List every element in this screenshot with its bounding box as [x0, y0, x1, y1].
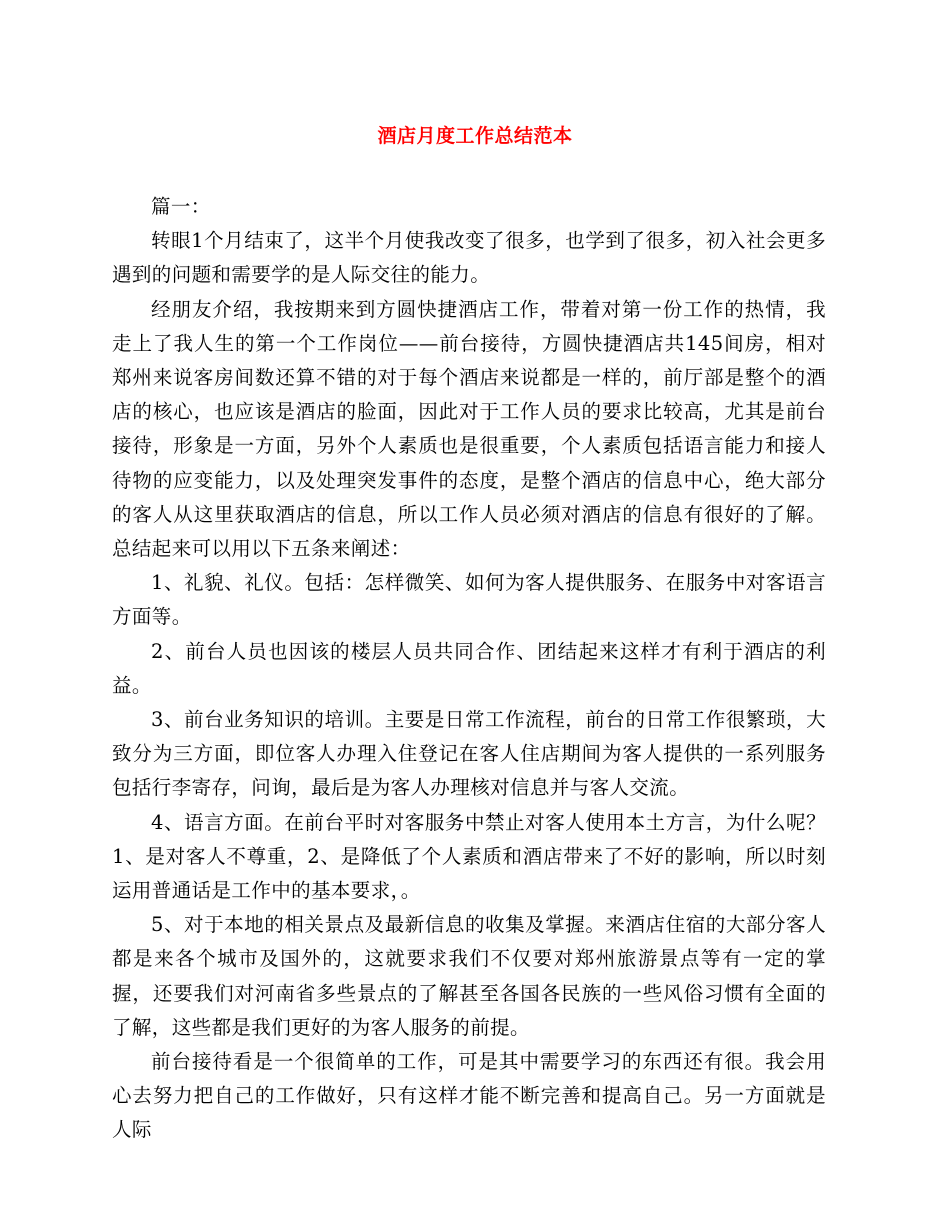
document-body: [112, 190, 826, 1148]
paragraph-section-label: 篇一：: [151, 195, 211, 218]
document-title: 酒店月度工作总结范本: [377, 125, 573, 147]
paragraph-point-3: 3、前台业务知识的培训。主要是日常工作流程，前台的日常工作很繁琐，大致分为三方面，即位客人办理入住登记在客人住店期间为客人提供的一系列服务包括行李寄存，问询，最后是为客人办理核对信息并与客人交流。: [112, 708, 826, 800]
paragraph-background: 经朋友介绍，我按期来到方圆快捷酒店工作，带着对第一份工作的热情，我走上了我人生的第一个工作岗位——前台接待，方圆快捷酒店共145间房，相对郑州来说客房间数还算不错的对于每个酒店来说都是一样的，前厅部是整个的酒店的核心，也应该是酒店的脸面，因此对于工作人员的要求比较高，尤其是前台接待，形象是一方面，另外个人素质也是很重要，个人素质包括语言能力和接人待物的应变能力，以及处理突发事件的态度，是整个酒店的信息中心，绝大部分的客人从这里获取酒店的信息，所以工作人员必须对酒店的信息有很好的了解。总结起来可以用以下五条来阐述：: [112, 297, 826, 561]
paragraph-point-4: 4、语言方面。在前台平时对客服务中禁止对客人使用本土方言，为什么呢？1、是对客人不尊重，2、是降低了个人素质和酒店带来了不好的影响，所以时刻运用普通话是工作中的基本要求，。: [112, 810, 826, 903]
paragraph-point-5: 5、对于本地的相关景点及最新信息的收集及掌握。来酒店住宿的大部分客人都是来各个城市及国外的，这就要求我们不仅要对郑州旅游景点等有一定的掌握，还要我们对河南省多些景点的了解甚至各国各民族的一些风俗习惯有全面的了解，这些都是我们更好的为客人服务的前提。: [112, 913, 826, 1039]
paragraph-point-1: 1、礼貌、礼仪。包括：怎样微笑、如何为客人提供服务、在服务中对客语言方面等。: [112, 571, 826, 629]
paragraph-closing: 前台接待看是一个很简单的工作，可是其中需要学习的东西还有很。我会用心去努力把自己的工作做好，只有这样才能不断完善和提高自己。另一方面就是人际: [112, 1050, 826, 1142]
paragraph-point-2: 2、前台人员也因该的楼层人员共同合作、团结起来这样才有利于酒店的利益。: [112, 639, 826, 697]
paragraph-intro: 转眼1个月结束了，这半个月使我改变了很多，也学到了很多，初入社会更多遇到的问题和需要学的是人际交往的能力。: [112, 229, 826, 287]
